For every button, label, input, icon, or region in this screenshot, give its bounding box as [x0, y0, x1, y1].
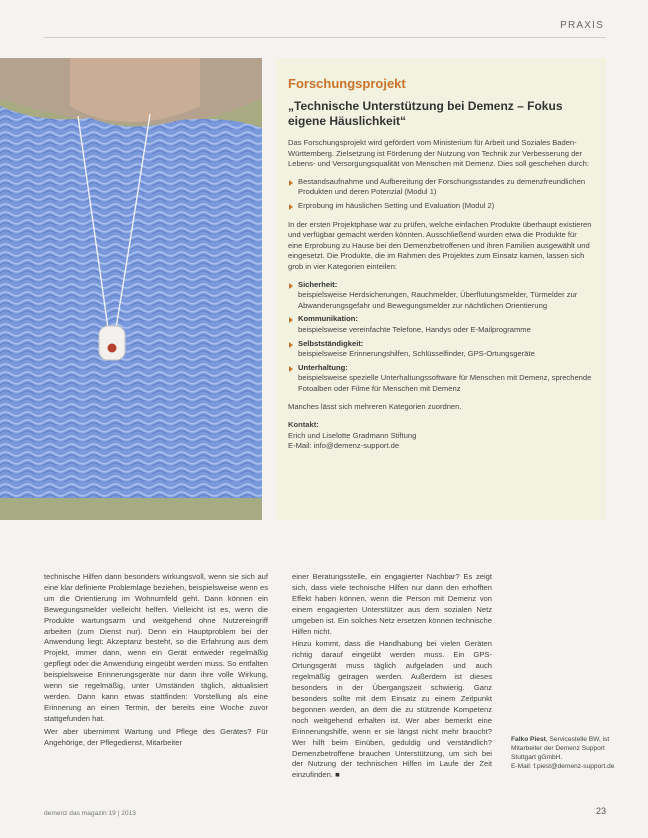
contact-organization: Erich und Liselotte Gradmann Stiftung	[288, 430, 417, 440]
module-list	[288, 177, 592, 212]
contact-block	[288, 420, 592, 452]
box-heading: „Technische Unterstützung bei Demenz – Fokus eigene Häuslichkeit“	[288, 99, 563, 128]
category-item-independence	[288, 339, 592, 360]
author-email[interactable]: E-Mail: f.piest@demenz-support.de	[511, 763, 615, 770]
body-paragraph	[292, 639, 492, 781]
category-item-entertainment	[288, 363, 592, 395]
category-text: beispielsweise spezielle Unterhaltungssoftware für Menschen mit Demenz, sprechende Fotoalben oder Filme für Menschen mit Demenz	[298, 373, 592, 393]
contact-title: Kontakt:	[288, 420, 319, 430]
category-list	[288, 280, 592, 395]
body-paragraph: technische Hilfen dann besonders wirkungsvoll, wenn sie sich auf eine klar definierte Problemlage beziehen, beispielsweise wenn es um die Orientierung im Wohnumfeld geht. Dann können ein Bewegungsmelder vielleicht helfen. Vielleicht ist es, wenn die Produkte wartungsarm und weitgehend ohne Nutzereingriff arbeiten (zum Dienst nur). Denn ein Hauptproblem bei der Anwendung liegt: Akzeptanz besteht, so die Erfahrung aus dem Projekt, immer dann, wenn ein Gerät entweder regelmäßig gepflegt oder die Anwendung eingeübt werden muss. So entfalten beispielsweise Erinnerungsgeräte nur dann ihre volle Wirkung, wenn sie regelmäßig, unter Umständen täglich, aktualisiert werden. Dann kann etwas stattfinden: Vorstellung als eine Erinnerung an einen Termin, der bereits eine Woche zuvor stattgefunden hat.	[44, 572, 268, 723]
module-item: Erprobung im häuslichen Setting und Evaluation (Modul 2)	[288, 201, 592, 212]
article-photo	[0, 58, 262, 520]
box-intro: Das Forschungsprojekt wird gefördert vom Ministerium für Arbeit und Soziales Baden-Württemberg. Zielsetzung ist Förderung der Nutzung von Technik zur Verbesserung der Lebens- und Versorgungsqualität von Menschen mit Demenz. Dies soll geschehen durch:	[288, 138, 589, 169]
body-column-middle	[292, 572, 492, 783]
author-name: Falko Piest	[511, 736, 546, 743]
body-paragraph: Wer aber übernimmt Wartung und Pflege des Gerätes? Für Angehörige, der Pflegedienst, Mitarbeiter	[44, 726, 268, 747]
category-title: Selbstständigkeit:	[298, 338, 364, 348]
box-middle-text: In der ersten Projektphase war zu prüfen, welche einfachen Produkte überhaupt existieren und verfügbar gemacht werden könnten. Ausschließend wurden etwa die Produkte für eine Erprobung zu Hause bei den Demenzbetroffenen und ihren Familien ausgewählt und eingesetzt. Die Produkte, die im Rahmen des Projektes zum Einsatz kamen, lassen sich grob in vier Kategorien einteilen:	[288, 219, 592, 271]
info-box-research-project	[276, 58, 606, 520]
body-column-left	[44, 572, 268, 751]
category-title: Unterhaltung:	[298, 362, 348, 372]
page-number: 23	[595, 806, 606, 816]
box-closing-text: Manches lässt sich mehreren Kategorien zuordnen.	[288, 402, 462, 412]
category-item-security	[288, 280, 592, 312]
end-mark: ■	[335, 770, 340, 780]
category-item-communication	[288, 314, 592, 335]
box-title: Forschungsprojekt	[288, 76, 406, 91]
category-text: beispielsweise Herdsicherungen, Rauchmelder, Überflutungsmelder, Türmelder zur Abwanderungsgefahr und Bewegungsmelder zur nächtlichen Orientierung	[298, 290, 578, 310]
category-title: Sicherheit:	[298, 279, 338, 289]
body-paragraph: einer Beratungsstelle, ein engagierter Nachbar? Es zeigt sich, dass viele technische Hilfen nur dann den erhofften Effekt haben können, wenn die Person mit Demenz von einem engagierten Unterstützer aus dem sozialen Netz umgeben ist. Ein solches Netz ersetzen können technische Hilfen nicht.	[292, 572, 492, 636]
body-paragraph-text: Hinzu kommt, dass die Handhabung bei vielen Geräten richtig darauf eingeübt werden muss. Ein GPS-Ortungsgerät muss täglich aufgeladen und auch regelmäßig getragen werden. Außerdem ist dieses besonders in der Übergangszeit schwierig. Ganz besonders sollte mit dem Einsatz zu einem Zeitpunkt begonnen werden, an dem die zu stützende Kompetenz noch weitgehend erhalten ist. Wer aber bemerkt eine Erinnerungshilfe, wenn er sie längst nicht mehr braucht? Wer hilft beim Einüben, geduldig und verständlich? Demenzbetroffene brauchen Unterstützung, um sich bei der Nutzung der technischen Hilfen im Laufe der Zeit einzufinden.	[292, 639, 492, 780]
footer-journal: demenz das magazin 19 | 2013	[44, 810, 136, 817]
header-rule	[44, 37, 606, 38]
category-text: beispielsweise vereinfachte Telefone, Handys oder E-Mailprogramme	[298, 324, 531, 334]
category-text: beispielsweise Erinnerungshilfen, Schlüsselfinder, GPS-Ortungsgeräte	[298, 349, 535, 359]
category-title: Kommunikation:	[298, 314, 358, 324]
module-item: Bestandsaufnahme und Aufbereitung der Forschungsstandes zu demenzfreundlichen Produkten und deren Potenzial (Modul 1)	[288, 177, 592, 198]
contact-email[interactable]: E-Mail: info@demenz-support.de	[288, 441, 400, 451]
author-description: Servicestelle BW, ist Mitarbeiter der Demenz Support Stuttgart gGmbH.	[511, 736, 610, 761]
section-label: PRAXIS	[560, 20, 604, 31]
author-caption: Falko Piest, Servicestelle BW, ist Mitarbeiter der Demenz Support Stuttgart gGmbH. E-Mail: f.piest@demenz-support.de	[511, 736, 615, 770]
